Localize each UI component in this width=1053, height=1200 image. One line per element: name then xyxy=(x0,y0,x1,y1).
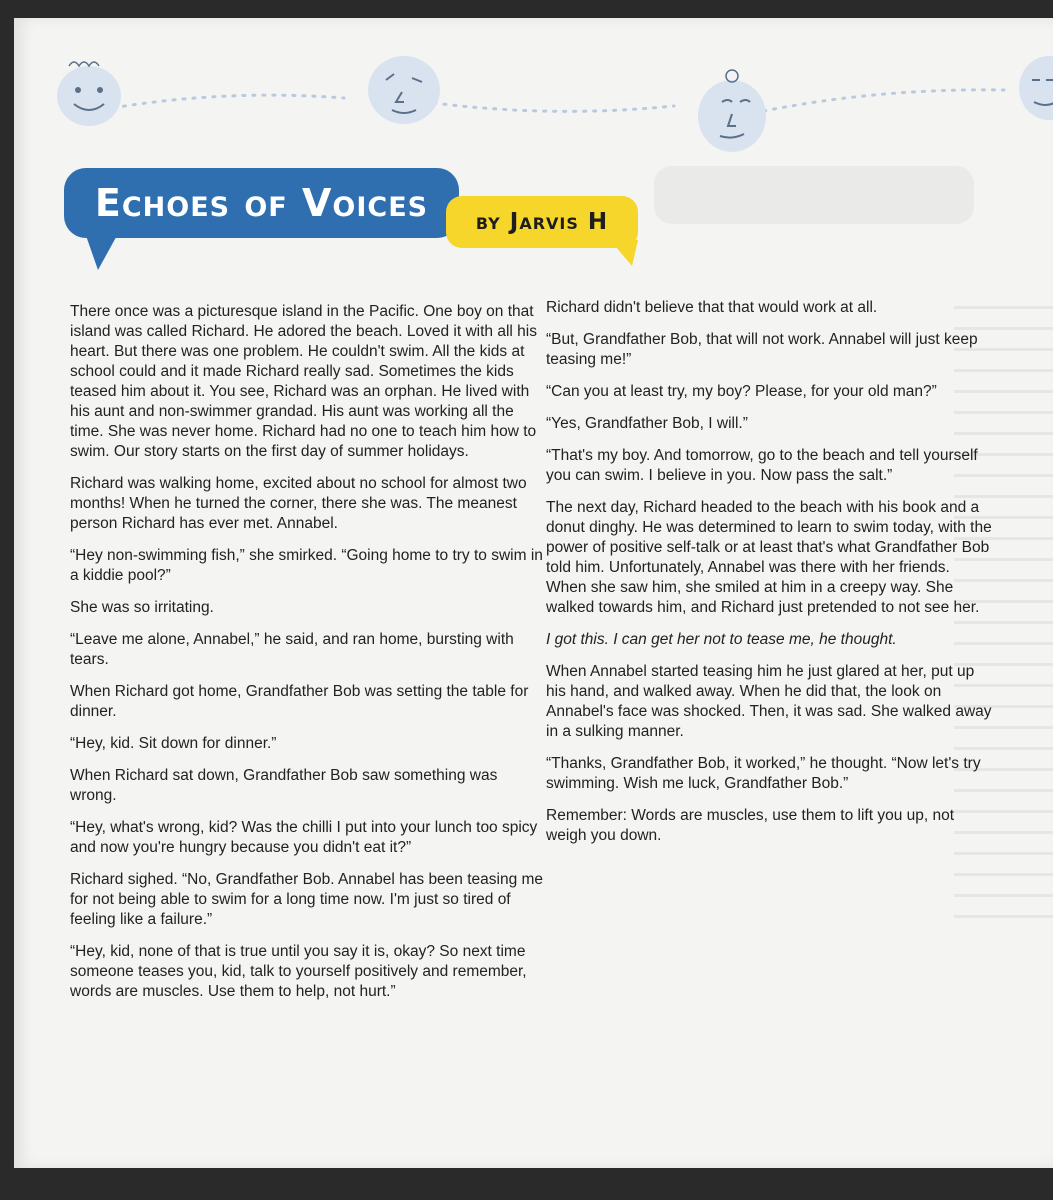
story-author: by Jarvis H xyxy=(446,196,638,248)
paragraph: “Hey, what's wrong, kid? Was the chilli I put into your lunch too spicy and now you're hungry because you didn't eat it?” xyxy=(70,819,538,856)
speech-bubble-face-icon xyxy=(1019,56,1053,120)
paragraph: When Richard got home, Grandfather Bob was setting the table for dinner. xyxy=(70,683,529,720)
paragraph: When Richard sat down, Grandfather Bob saw something was wrong. xyxy=(70,767,498,804)
paragraph: “Can you at least try, my boy? Please, for your old man?” xyxy=(546,383,937,400)
story-right-column xyxy=(546,298,994,858)
speech-bubble-face-icon xyxy=(368,56,440,124)
paragraph: The next day, Richard headed to the beach with his book and a donut dinghy. He was determined to learn to swim today, with the power of positive self-talk or at least that's what Grandfather Bob told him. Unfortunately, Annabel was there with her friends. When she saw him, she smiled at him in a creepy way. She walked towards him, and Richard just pretended to not see her. xyxy=(546,499,992,616)
story-title: Echoes of Voices xyxy=(64,168,459,238)
speech-bubble-face-icon xyxy=(698,70,766,152)
paragraph: Remember: Words are muscles, use them to lift you up, not weigh you down. xyxy=(546,807,955,844)
header-decoration xyxy=(14,18,1053,178)
paragraph: Richard sighed. “No, Grandfather Bob. Annabel has been teasing me for not being able to swim for a long time now. I'm just so tired of feeling like a failure.” xyxy=(70,871,544,928)
paragraph: “That's my boy. And tomorrow, go to the beach and tell yourself you can swim. I believe in you. Now pass the salt.” xyxy=(546,447,978,484)
magazine-page xyxy=(14,18,1053,1168)
paragraph: There once was a picturesque island in the Pacific. One boy on that island was called Richard. He adored the beach. Loved it with all his heart. But there was one problem. He couldn't swim. All the kids at school could and it made Richard really sad. Sometimes the kids teased him about it. You see, Richard was an orphan. He lived with his aunt and non-swimmer grandad. His aunt was working all the time. She was never home. Richard had no one to teach him how to swim. Our story starts on the first day of summer holidays. xyxy=(70,303,537,460)
paragraph: Richard was walking home, excited about no school for almost two months! When he turned the corner, there she was. The meanest person Richard has ever met. Annabel. xyxy=(70,475,527,532)
bleed-through-shadow xyxy=(654,166,974,224)
paragraph: “Hey non-swimming fish,” she smirked. “Going home to try to swim in a kiddie pool?” xyxy=(70,547,543,584)
paragraph: “Hey, kid, none of that is true until you say it is, okay? So next time someone teases you, kid, talk to yourself positively and remember, words are muscles. Use them to help, not hurt.” xyxy=(70,943,527,1000)
paragraph: She was so irritating. xyxy=(70,599,214,616)
paragraph: When Annabel started teasing him he just glared at her, put up his hand, and walked away. When he did that, the look on Annabel's face was shocked. Then, it was sad. She walked away in a sulking manner. xyxy=(546,663,992,740)
paragraph: “Yes, Grandfather Bob, I will.” xyxy=(546,415,748,432)
paragraph: “Thanks, Grandfather Bob, it worked,” he thought. “Now let's try swimming. Wish me luck, Grandfather Bob.” xyxy=(546,755,981,792)
paragraph: “Leave me alone, Annabel,” he said, and ran home, bursting with tears. xyxy=(70,631,514,668)
speech-bubble-face-icon xyxy=(57,62,121,126)
paragraph: Richard didn't believe that that would work at all. xyxy=(546,299,878,316)
paragraph-italic: I got this. I can get her not to tease me, he thought. xyxy=(546,631,897,648)
paragraph: “But, Grandfather Bob, that will not work. Annabel will just keep teasing me!” xyxy=(546,331,978,368)
paragraph: “Hey, kid. Sit down for dinner.” xyxy=(70,735,277,752)
story-left-column xyxy=(70,302,548,1014)
